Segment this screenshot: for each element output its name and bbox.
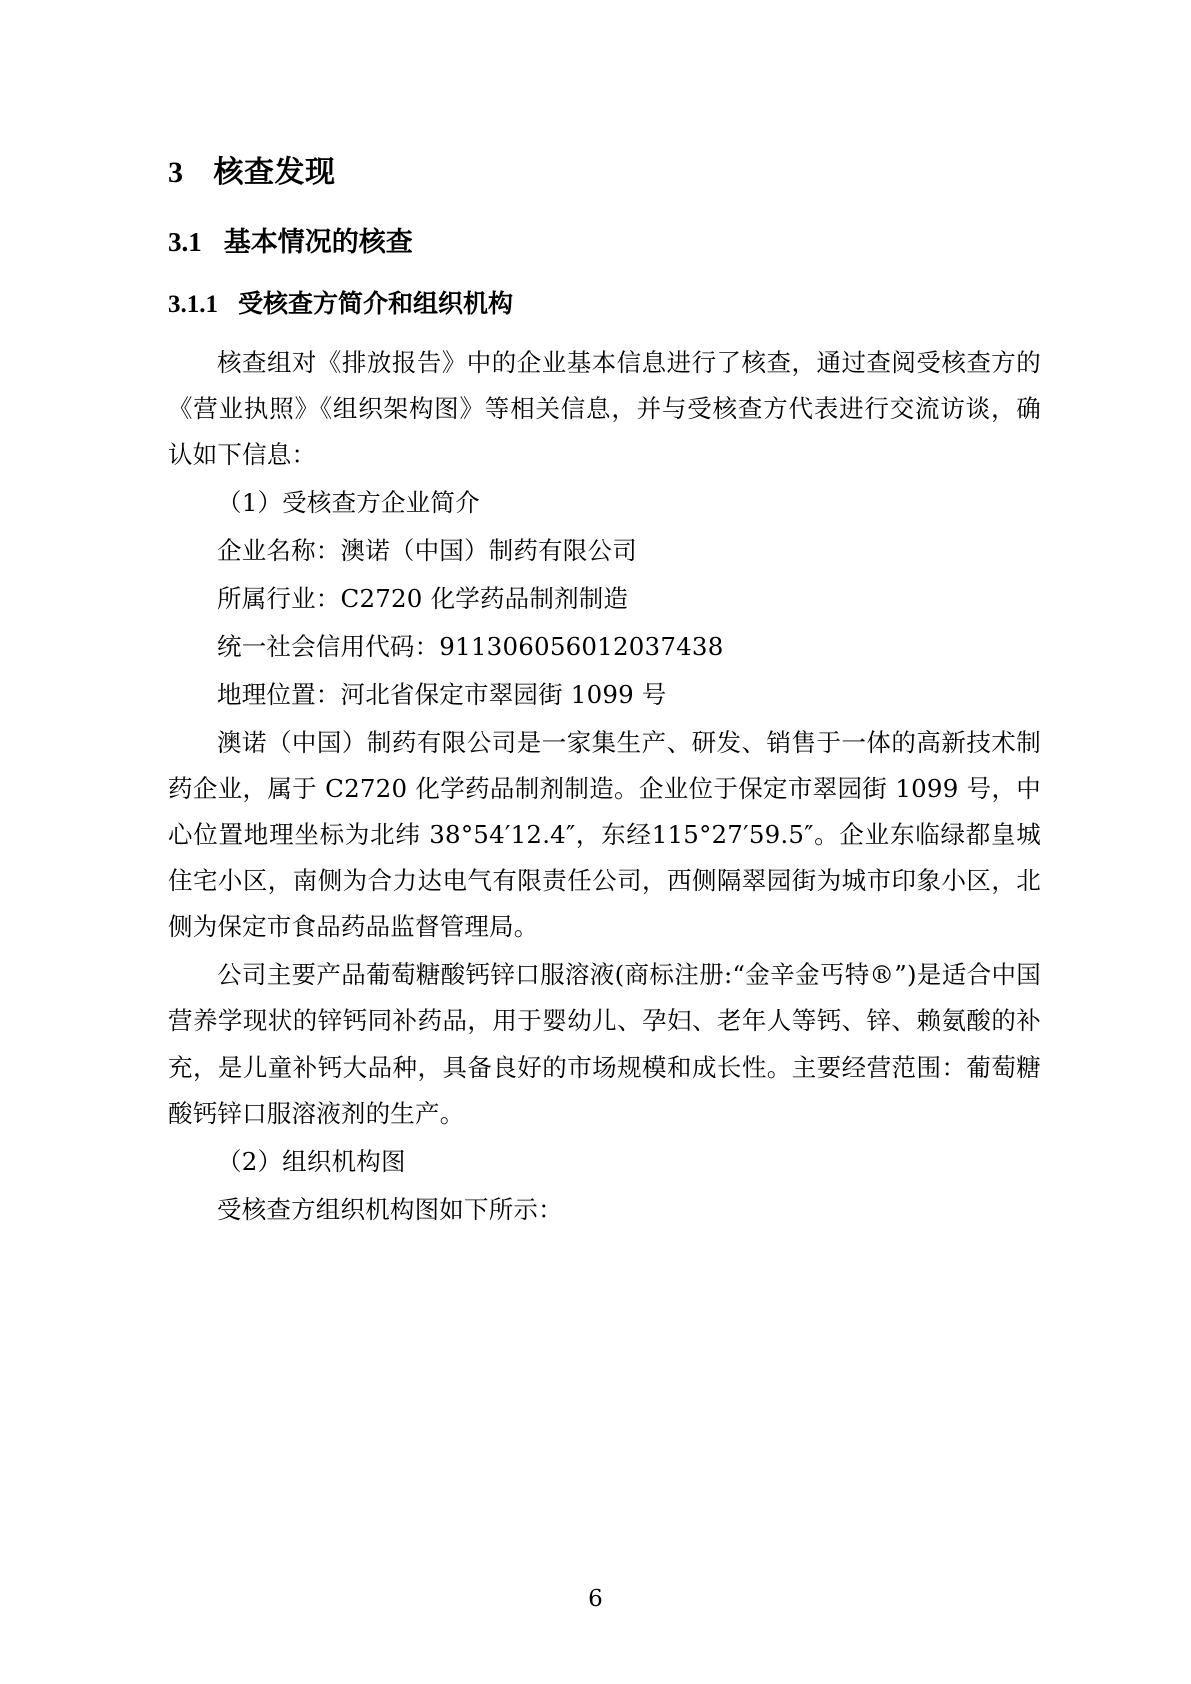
field-industry: 所属行业：C2720 化学药品制剂制造 — [217, 584, 629, 614]
section-title-3-1: 基本情况的核查 — [223, 227, 413, 258]
section-heading-level1 — [168, 152, 1041, 194]
field-credit-code: 统一社会信用代码：911306056012037438 — [217, 632, 724, 662]
section-title-3: 核查发现 — [213, 155, 336, 190]
paragraph-intro: 核查组对《排放报告》中的企业基本信息进行了核查，通过查阅受核查方的《营业执照》《组织架构图》等相关信息，并与受核查方代表进行交流访谈，确认如下信息： — [168, 347, 1041, 469]
section-number-3: 3 — [168, 156, 184, 189]
paragraph-company-description: 澳诺（中国）制药有限公司是一家集生产、研发、销售于一体的高新技术制药企业，属于 C2720 化学药品制剂制造。企业位于保定市翠园街 1099 号，中心位置地理坐标为北纬 38°54′12.4″，东经115°27′59.5″。企业东临绿都皇城住宅小区，南侧为合力达电气有限责任公司，西侧隔翠园街为城市印象小区，北侧为保定市食品药品监督管理局。 — [168, 728, 1041, 942]
field-location: 地理位置：河北省保定市翠园街 1099 号 — [217, 680, 667, 710]
paragraph-org-chart-lead: 受核查方组织机构图如下所示： — [217, 1194, 563, 1224]
section-number-3-1: 3.1 — [168, 227, 202, 257]
section-number-3-1-1: 3.1.1 — [168, 290, 218, 318]
section-heading-level3 — [168, 286, 1041, 322]
section-heading-level2 — [168, 224, 1041, 262]
paragraph-product-description: 公司主要产品葡萄糖酸钙锌口服溶液(商标注册:“金辛金丐特®”)是适合中国营养学现状的锌钙同补药品，用于婴幼儿、孕妇、老年人等钙、锌、赖氨酸的补充，是儿童补钙大品种，具备良好的市场规模和成长性。主要经营范围：葡萄糖酸钙锌口服溶液剂的生产。 — [168, 960, 1041, 1128]
list-item-1-title: （1）受核查方企业简介 — [217, 487, 480, 517]
section-title-3-1-1: 受核查方简介和组织机构 — [238, 288, 514, 318]
list-item-2-title: （2）组织机构图 — [217, 1146, 406, 1176]
page-number: 6 — [588, 1586, 603, 1612]
field-company-name: 企业名称：澳诺（中国）制药有限公司 — [217, 535, 637, 565]
